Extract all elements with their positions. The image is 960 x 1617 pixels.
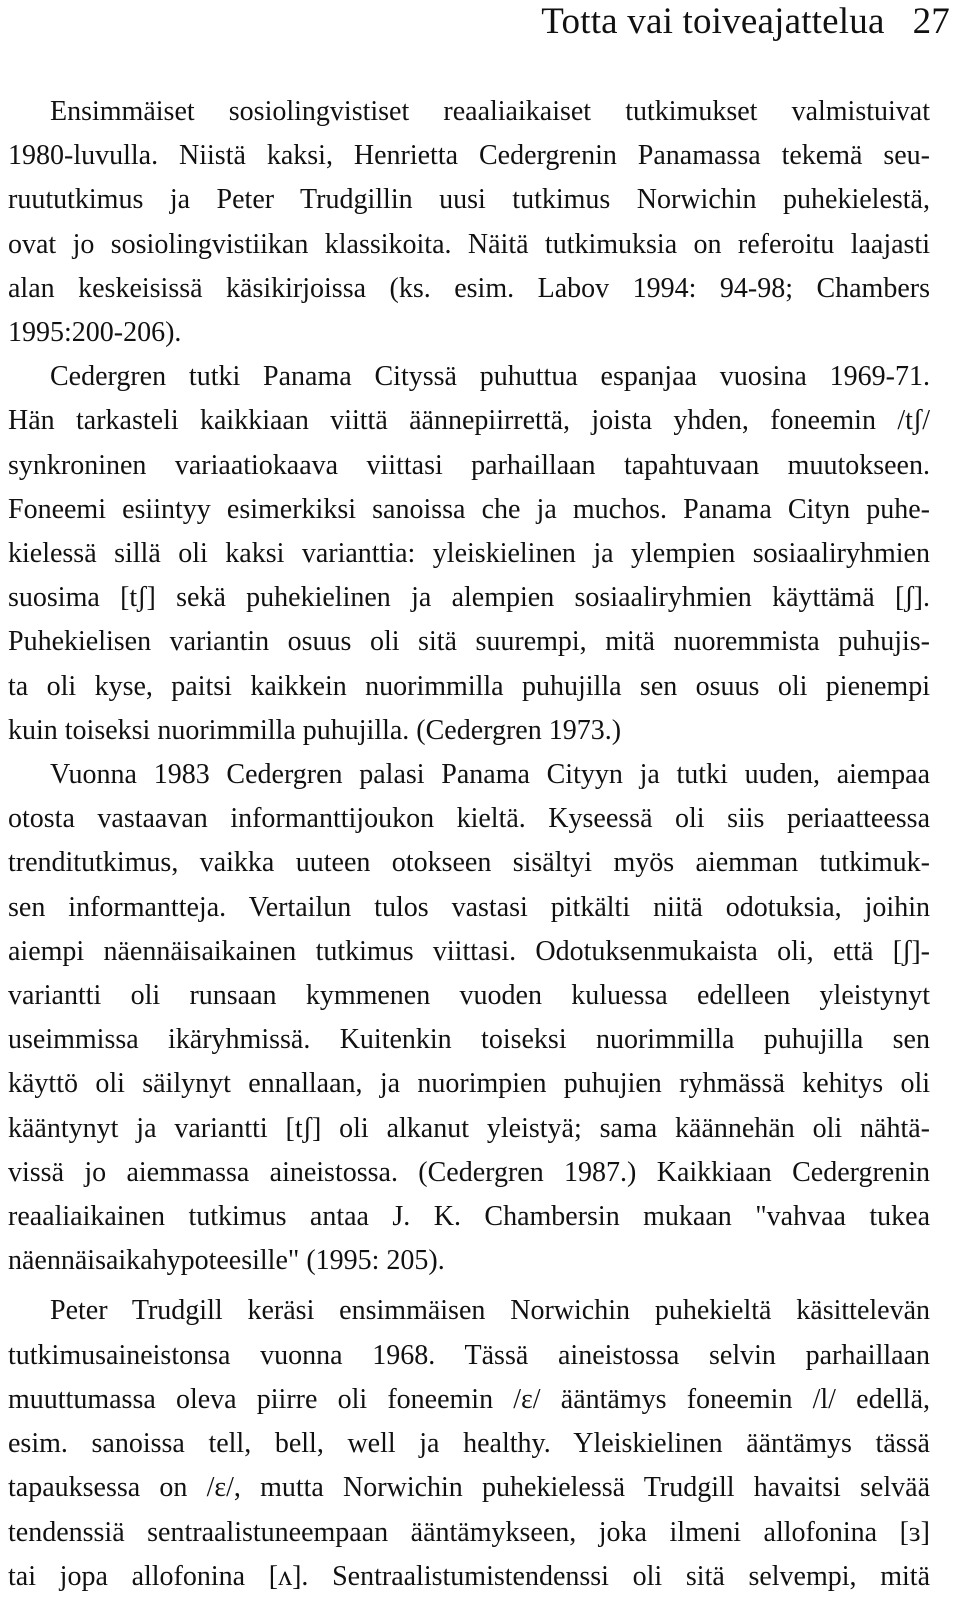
paragraph-3: [8, 753, 930, 1283]
text-line: vissä jo aiemmassa aineistossa. (Cedergren 1987.) Kaikkiaan Cedergrenin: [8, 1156, 930, 1188]
text-line: useimmissa ikäryhmissä. Kuitenkin toiseksi nuorimmilla puhujilla sen: [8, 1024, 930, 1056]
text-line: tutkimusaineistonsa vuonna 1968. Tässä aineistossa selvin parhaillaan: [8, 1339, 930, 1371]
text-line: muuttumassa oleva piirre oli foneemin /ɛ/ ääntämys foneemin /l/ edellä,: [8, 1383, 930, 1415]
text-line: tendenssiä sentraalistuneempaan ääntämykseen, joka ilmeni allofonina [ɜ]: [8, 1516, 930, 1548]
text-line: näennäisaikahypoteesille" (1995: 205).: [8, 1245, 445, 1277]
text-line: ovat jo sosiolingvistiikan klassikoita. Näitä tutkimuksia on referoitu laajasti: [8, 228, 930, 260]
text-line: reaaliaikainen tutkimus antaa J. K. Chambersin mukaan "vahvaa tukea: [8, 1201, 930, 1233]
text-line: käyttö oli säilynyt ennallaan, ja nuorimpien puhujien ryhmässä kehitys oli: [8, 1068, 930, 1100]
body-text: [8, 90, 930, 1599]
text-line: 1980-luvulla. Niistä kaksi, Henrietta Cedergrenin Panamassa tekemä seu-: [8, 140, 930, 172]
text-line: sen informantteja. Vertailun tulos vastasi pitkälti niitä odotuksia, joihin: [8, 891, 930, 923]
text-line: tai jopa allofonina [ʌ]. Sentraalistumistendenssi oli sitä selvempi, mitä: [8, 1560, 930, 1592]
text-line: Cedergren tutki Panama Cityssä puhuttua espanjaa vuosina 1969-71.: [50, 361, 930, 393]
text-line: tapauksessa on /ɛ/, mutta Norwichin puhekielessä Trudgill havaitsi selvää: [8, 1472, 930, 1504]
text-line: otosta vastaavan informanttijoukon kieltä. Kyseessä oli siis periaatteessa: [8, 803, 930, 835]
text-line: Peter Trudgill keräsi ensimmäisen Norwichin puhekieltä käsittelevän: [50, 1295, 930, 1327]
text-line: aiempi näennäisaikainen tutkimus viittasi. Odotuksenmukaista oli, että [ʃ]-: [8, 935, 930, 967]
text-line: ta oli kyse, paitsi kaikkein nuorimmilla puhujilla sen osuus oli pienempi: [8, 670, 930, 702]
text-line: kääntynyt ja variantti [tʃ] oli alkanut yleistyä; sama käännehän oli nähtä-: [8, 1112, 930, 1144]
text-line: Vuonna 1983 Cedergren palasi Panama Cityyn ja tutki uuden, aiempaa: [50, 759, 930, 791]
text-line: kuin toiseksi nuorimmilla puhujilla. (Cedergren 1973.): [8, 714, 622, 746]
text-line: trenditutkimus, vaikka uuteen otokseen sisältyi myös aiemman tutkimuk-: [8, 847, 930, 879]
text-line: 1995:200-206).: [8, 317, 182, 349]
text-line: Ensimmäiset sosiolingvistiset reaaliaikaiset tutkimukset valmistuivat: [50, 96, 930, 127]
text-line: suosima [tʃ] sekä puhekielinen ja alempien sosiaaliryhmien käyttämä [ʃ].: [8, 582, 930, 614]
chapter-title: Totta vai toiveajattelua: [541, 1, 885, 42]
text-line: esim. sanoissa tell, bell, well ja healthy. Yleiskielinen ääntämys tässä: [8, 1428, 930, 1460]
text-line: synkroninen variaatiokaava viittasi parhaillaan tapahtuvaan muutokseen.: [8, 449, 930, 481]
paragraph-2: [8, 355, 930, 753]
page-number: 27: [912, 1, 950, 42]
text-line: Puhekielisen variantin osuus oli sitä suurempi, mitä nuoremmista puhujis-: [8, 626, 930, 658]
paragraph-1: [8, 90, 930, 355]
running-header: [541, 0, 950, 44]
text-line: Foneemi esiintyy esimerkiksi sanoissa che ja muchos. Panama Cityn puhe-: [8, 493, 930, 525]
text-line: ruututkimus ja Peter Trudgillin uusi tutkimus Norwichin puhekielestä,: [8, 184, 930, 216]
text-line: kielessä sillä oli kaksi varianttia: yleiskielinen ja ylempien sosiaaliryhmien: [8, 538, 930, 570]
text-line: variantti oli runsaan kymmenen vuoden kuluessa edelleen yleistynyt: [8, 980, 930, 1012]
text-line: alan keskeisissä käsikirjoissa (ks. esim. Labov 1994: 94-98; Chambers: [8, 272, 930, 304]
paragraph-4: [8, 1289, 930, 1598]
text-line: Hän tarkasteli kaikkiaan viittä äännepiirrettä, joista yhden, foneemin /tʃ/: [8, 405, 930, 437]
